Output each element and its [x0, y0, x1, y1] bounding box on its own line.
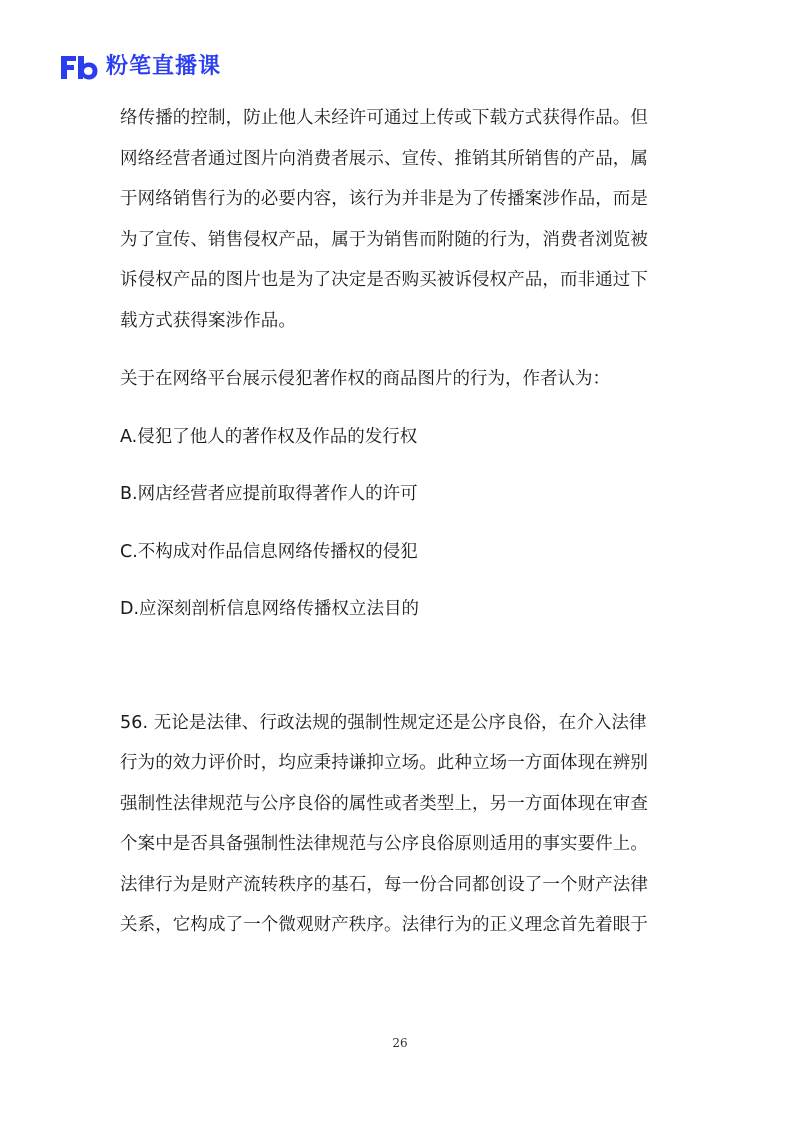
spacer — [120, 341, 680, 359]
passage-line: 网络经营者通过图片向消费者展示、宣传、推销其所销售的产品，属 — [120, 148, 648, 169]
passage-line: 强制性法律规范与公序良俗的属性或者类型上，另一方面体现在审查 — [120, 793, 648, 814]
page-header — [58, 50, 221, 84]
passage-line: 关系，它构成了一个微观财产秩序。法律行为的正义理念首先着眼于 — [120, 915, 648, 935]
question-56-passage — [120, 703, 680, 946]
passage-line: 载方式获得案涉作品。 — [120, 310, 296, 331]
spacer — [120, 630, 680, 703]
fb-logo-icon — [58, 52, 100, 82]
spacer — [120, 457, 680, 474]
brand-name: 粉笔直播课 — [106, 54, 222, 79]
passage-line: 56. 无论是法律、行政法规的强制性规定还是公序良俗，在介入法律 — [120, 712, 647, 733]
passage-line: 络传播的控制，防止他人未经许可通过上传或下载方式获得作品。但 — [120, 108, 648, 128]
passage-line: 于网络销售行为的必要内容，该行为并非是为了传播案涉作品，而是 — [120, 189, 648, 209]
passage-line: 为了宣传、销售侵权产品，属于为销售而附随的行为，消费者浏览被 — [120, 229, 648, 250]
passage-line: 法律行为是财产流转秩序的基石，每一份合同都创设了一个财产法律 — [120, 874, 648, 895]
passage-line: 个案中是否具备强制性法律规范与公序良俗原则适用的事实要件上。 — [120, 834, 648, 854]
spacer — [120, 400, 680, 417]
option-c: C.不构成对作品信息网络传播权的侵犯 — [120, 541, 418, 562]
option-a: A.侵犯了他人的著作权及作品的发行权 — [120, 426, 418, 447]
spacer — [120, 515, 680, 532]
passage-line: 诉侵权产品的图片也是为了决定是否购买被诉侵权产品，而非通过下 — [120, 270, 648, 290]
passage-line: 行为的效力评价时，均应秉持谦抑立场。此种立场一方面体现在辨别 — [120, 753, 648, 773]
page-content — [120, 98, 680, 946]
spacer — [120, 572, 680, 589]
question-stem: 关于在网络平台展示侵犯著作权的商品图片的行为，作者认为： — [120, 369, 610, 389]
page-number: 26 — [392, 1036, 408, 1050]
option-d: D.应深刻剖析信息网络传播权立法目的 — [120, 599, 420, 619]
option-b: B.网店经营者应提前取得著作人的许可 — [120, 484, 418, 504]
passage-text — [120, 98, 680, 341]
